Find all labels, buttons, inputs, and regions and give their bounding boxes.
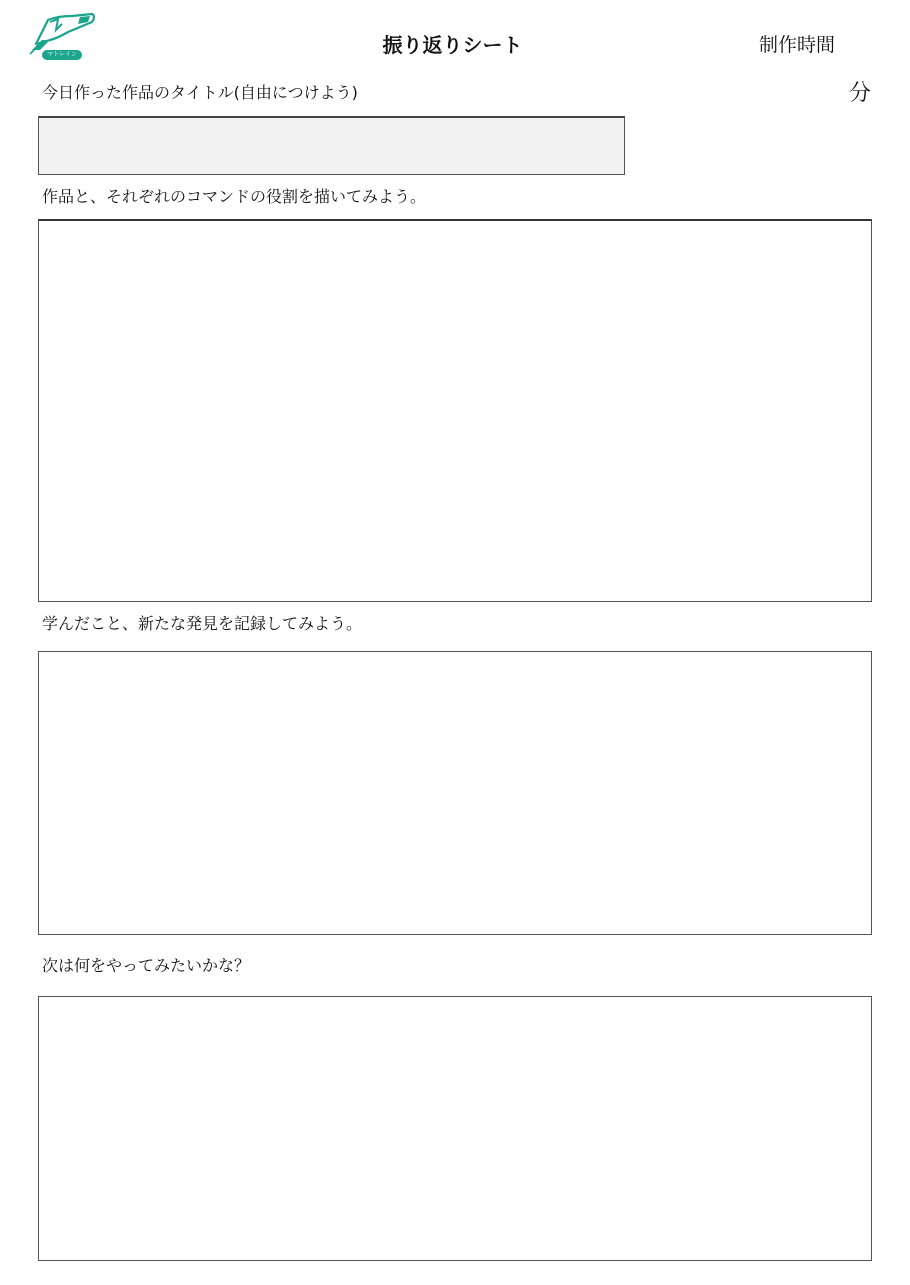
commands-prompt: 作品と、それぞれのコマンドの役割を描いてみよう。 (42, 187, 427, 206)
page-title: 振り返りシート (382, 33, 523, 57)
learned-notes-box[interactable] (38, 651, 872, 935)
learned-prompt: 学んだこと、新たな発見を記録してみよう。 (42, 614, 363, 633)
next-ideas-box[interactable] (38, 996, 872, 1261)
commands-drawing-box[interactable] (38, 219, 872, 602)
production-time-label: 制作時間 (758, 34, 835, 56)
minutes-unit-label: 分 (848, 81, 871, 106)
work-title-prompt: 今日作った作品のタイトル(自由につけよう) (42, 83, 358, 102)
work-title-field[interactable] (38, 116, 625, 175)
next-prompt: 次は何をやってみたいかな？ (42, 956, 251, 975)
matrain-logo (28, 10, 98, 62)
logo-label: マトレイン (47, 51, 77, 58)
